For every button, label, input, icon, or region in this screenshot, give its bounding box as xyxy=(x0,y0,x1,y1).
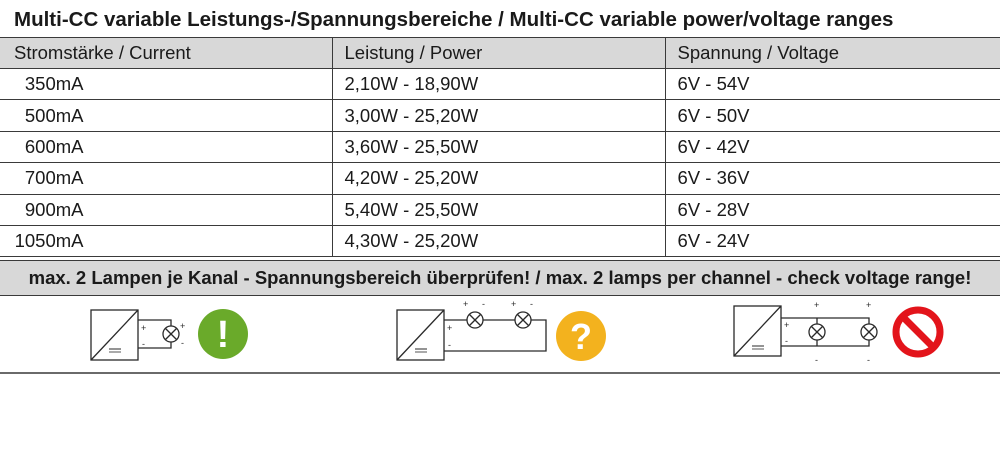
terminal-minus-label: - xyxy=(142,339,145,349)
lamp-minus-label: - xyxy=(867,355,870,365)
current-cell: 700mA xyxy=(0,163,332,194)
terminal-plus-label: + xyxy=(784,320,790,330)
prohibited-icon xyxy=(896,310,940,354)
lamp-icon xyxy=(467,312,483,328)
current-cell: 1050mA xyxy=(0,225,332,256)
current-cell: 900mA xyxy=(0,194,332,225)
header-power: Leistung / Power xyxy=(332,38,665,69)
voltage-cell: 6V - 36V xyxy=(665,163,1000,194)
table-row xyxy=(0,163,1000,194)
power-cell: 3,60W - 25,50W xyxy=(332,131,665,162)
voltage-cell: 6V - 24V xyxy=(665,225,1000,256)
table-row xyxy=(0,194,1000,225)
single-lamp-diagram xyxy=(85,296,255,371)
lamp-minus-label: - xyxy=(815,355,818,365)
voltage-cell: 6V - 54V xyxy=(665,69,1000,100)
lamp-icon xyxy=(163,326,179,342)
power-cell: 3,00W - 25,20W xyxy=(332,100,665,131)
header-voltage: Spannung / Voltage xyxy=(665,38,1000,69)
power-cell: 4,20W - 25,20W xyxy=(332,163,665,194)
lamp-icon xyxy=(515,312,531,328)
lamp-minus-label: - xyxy=(530,299,533,309)
lamp-minus-label: - xyxy=(482,299,485,309)
lamp-icon xyxy=(861,324,877,340)
terminal-minus-label: - xyxy=(785,336,788,346)
lamp-plus-label: + xyxy=(463,299,469,309)
table-row xyxy=(0,100,1000,131)
question-icon xyxy=(556,311,606,361)
terminal-plus-label: + xyxy=(447,323,453,333)
svg-text:!: ! xyxy=(216,314,230,356)
current-cell: 600mA xyxy=(0,131,332,162)
series-lamps-diagram xyxy=(391,296,616,371)
voltage-cell: 6V - 42V xyxy=(665,131,1000,162)
lamp-plus-label: + xyxy=(511,299,517,309)
header-current: Stromstärke / Current xyxy=(0,38,332,69)
power-cell: 2,10W - 18,90W xyxy=(332,69,665,100)
ranges-table xyxy=(0,37,1000,257)
current-cell: 350mA xyxy=(0,69,332,100)
lamp-plus-label: + xyxy=(866,300,872,310)
voltage-cell: 6V - 28V xyxy=(665,194,1000,225)
driver-icon xyxy=(91,310,171,360)
power-cell: 4,30W - 25,20W xyxy=(332,225,665,256)
lamp-icon xyxy=(809,324,825,340)
lamp-plus-label: + xyxy=(180,321,186,331)
terminal-plus-label: + xyxy=(141,323,147,333)
svg-text:?: ? xyxy=(570,316,592,357)
terminal-minus-label: - xyxy=(448,340,451,350)
lamp-minus-label: - xyxy=(181,338,184,348)
parallel-lamps-diagram xyxy=(728,296,960,371)
page-title: Multi-CC variable Leistungs-/Spannungsbereiche / Multi-CC variable power/voltage ranges xyxy=(14,8,894,31)
lamp-limit-note: max. 2 Lampen je Kanal - Spannungsbereich überprüfen! / max. 2 lamps per channel - check voltage range! xyxy=(0,260,1000,296)
power-cell: 5,40W - 25,50W xyxy=(332,194,665,225)
wiring-diagrams xyxy=(0,296,1000,374)
table-row xyxy=(0,131,1000,162)
driver-icon xyxy=(734,306,869,356)
current-cell: 500mA xyxy=(0,100,332,131)
table-row xyxy=(0,69,1000,100)
lamp-plus-label: + xyxy=(814,300,820,310)
table-row xyxy=(0,225,1000,256)
table-header-row xyxy=(0,38,1000,69)
exclamation-icon xyxy=(198,309,248,359)
voltage-cell: 6V - 50V xyxy=(665,100,1000,131)
